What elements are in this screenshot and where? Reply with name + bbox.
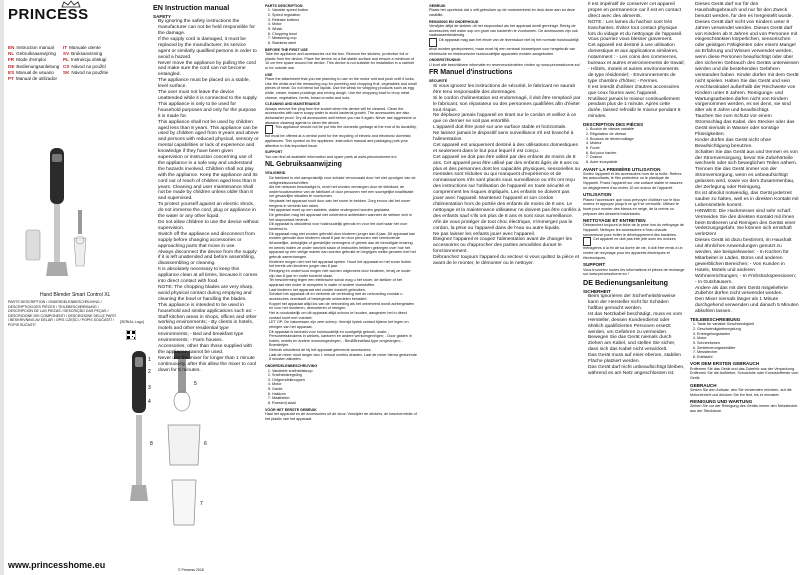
- fr-de-column: [580, 0, 688, 575]
- list-item: • Schalten Sie das Gerät aus und trennen es von der Stromversorgung, bevor Sie Zubehörteile wechseln oder sich beweglichen Teilen nähern.: [695, 150, 799, 168]
- list-item: • Kinderen mogen niet met het apparaat spelen. Houd het apparaat en het snoer buiten het bereik van kinderen jonger dan 8 jaar.: [269, 260, 417, 269]
- en-support-text: You can find all available information and spare parts at www.princesshome.eu!: [265, 154, 397, 159]
- fr-support-text: Vous trouverez toutes les informations et pièces de rechange sur www.princesshome.eu !: [583, 267, 685, 277]
- list-item: 8. Acier inoxydable: [590, 160, 685, 165]
- list-item: • Afin de vous protéger de tout choc électrique, n'immergez pas le cordon, la prise ou l'appareil dans de l'eau ou autre liquide.: [433, 220, 581, 232]
- list-item: • N'utilisez jamais le mixeur continuellement pendant plus de 1 minute. Après cette durée, laissez refroidir le mixeur pendant 5 minutes.: [588, 97, 685, 121]
- parts-description-note: PARTS DESCRIPTION / ONDERDELENBESCHRIJVING / DESCRIPTION DES PIÈCES / TEILEBESCHREIBUNG / DESCRIPCIÓN DE LAS PIEZAS / DESCRIÇÃO DAS PEÇAS / DESCRIZIONE DEI COMPONENTI / DESCRIZIONE DELLE PARTI / BESKRIVNING AV DELAR / OPIS CZĘŚCI / POPIS SOUČÁSTÍ / POPIS SÚČASTÍ: [8, 300, 117, 327]
- nl-safety-list: [265, 176, 417, 362]
- list-item: • HINWEIS: Die Hackmesser sind sehr scharf. Vermeiden Sie den direkten Kontakt mit ihnen beim Entleeren und Reinigen des Geräts einer Verletzungsgefahr. Sie können sich ernsthaft verletzen!: [695, 209, 799, 239]
- en-first-use-text: Take the appliance and accessories out the box. Remove the stickers, protective foil or plastic from the device. Place the device on a flat stable surface and ensure a minimum of 10 cm free space around the device. This device is not suitable for installation in a cabinet or for outside use.: [265, 52, 415, 71]
- de-first-use-heading: VOR DEM ERSTEN GEBRAUCH: [690, 361, 760, 367]
- nl-use-text: Plaats het opzetstuk dat u wilt gebruiken op de motoreenheid en druk deze aan tot deze vastklikt.: [429, 8, 575, 18]
- language-label: Návod na použitie: [71, 69, 109, 75]
- list-item: 6. Chopping bowl: [272, 32, 417, 37]
- nl-support-heading: ONDERSTEUNING: [429, 58, 461, 63]
- list-item: 4. Motor: [697, 336, 799, 341]
- de-parts-heading: TEILEBESCHREIBUNG: [690, 317, 741, 323]
- recycle-bin-icon: [429, 38, 437, 47]
- language-code: SK: [63, 69, 70, 75]
- list-item: • The appliance must be placed on a stable, level surface.: [158, 78, 259, 90]
- language-label: Bedienungsanleitung: [16, 63, 60, 69]
- fr-safety-heading: SÉCURITÉ: [429, 79, 448, 84]
- en-use-heading: USE: [265, 72, 273, 77]
- nl-safety-heading: VEILIGHEID: [265, 171, 286, 176]
- list-item: 1. Variable speed button: [272, 8, 417, 13]
- nl-parts-heading: ONDERDELENBESCHRIJVING: [265, 364, 318, 369]
- de-safety-heading: SICHERHEIT: [583, 288, 611, 294]
- list-item: • Het apparaat moet op een stabiele, vlakke ondergrond worden geplaatst.: [269, 208, 417, 213]
- list-item: 4. Motor: [272, 22, 417, 27]
- list-item: • Reiniging en onderhoud mogen niet worden uitgevoerd door kinderen, tenzij ze ouder zijn dan 8 jaar en onder toezicht staan.: [269, 269, 417, 278]
- list-item: • Tauchen Sie zum Schutz vor einem Stromschlag das Kabel, den Stecker oder das Gerät niemals in Wasser oder sonstige Flüssigkeiten.: [695, 114, 799, 138]
- en-support-heading: SUPPORT: [265, 150, 283, 155]
- de-safety-list-continued: [690, 2, 799, 315]
- copyright-date: © Princess 2018: [178, 568, 204, 572]
- de-title: DE Bedienungsanleitung: [583, 277, 669, 287]
- nl-support-text: U kunt alle beschikbare informatie en reserveonderdelen vinden op www.princesshome.eu!: [429, 62, 580, 67]
- list-item: • De gebruiker mag het apparaat niet onbeheerd achterlaten wanneer de stekker zich in het stopcontact bevindt.: [269, 213, 417, 222]
- list-item: 5. Schneebesen: [697, 341, 799, 346]
- language-label: Instruction manual: [16, 45, 54, 50]
- nl-title: NL Gebruiksaanwijzing: [265, 161, 342, 169]
- language-label: Instrukcja obsługi: [70, 57, 107, 63]
- list-item: • Cet appareil est uniquement destiné à des utilisations domestiques et seulement dans le but pour lequel il est conçu.: [433, 143, 581, 155]
- language-row: [8, 76, 117, 82]
- list-item: • L'appareil doit être posé sur une surface stable et horizontale.: [433, 125, 581, 131]
- list-item: • Laat de mixer nooit langer dan 1 minuut continu draaien. Laat de mixer hierna gedurende 5 minuten afkoelen.: [269, 353, 417, 362]
- list-item: • The user must not leave the device unattended while it is connected to the supply.: [158, 90, 259, 102]
- nl-env-text: Dit apparaat mag aan het einde van de levensduur niet bij het normale huishoudelijk afval worden gedeponeerd, maar moet bij een centraal inzamelpunt voor hergebruik van elektrische en elektronische huishoudelijke apparaten worden aangeboden.: [429, 38, 579, 56]
- list-item: 2. Snelheidsregeling: [272, 373, 417, 378]
- fr-use-heading: UTILISATION: [583, 192, 612, 198]
- language-code: IT: [63, 45, 68, 50]
- svg-text:4: 4: [148, 399, 151, 405]
- list-item: • Dit apparaat mag niet worden gebruikt door kinderen jonger dan 8 jaar. Dit apparaat kan worden gebruikt door kinderen vanaf 8 jaar en door personen met verminderde lichamelijke, zintuiglijke of geestelijke vermogens of gebrek aan de benodigde ervaring en kennis indien ze onder toezicht staan of instructies hebben gekregen over hoe het apparaat op een veilige manier kan worden gebruikt en begrijpen welke gevaren met het gebruik samenhangen.: [269, 232, 417, 260]
- serial-label: [SERIAL Logo]: [120, 320, 144, 324]
- language-label: Návod na použití: [71, 63, 106, 69]
- list-item: • Ter bescherming tegen een elektrische schok mag u het snoer, de stekker of het apparaat niet onder te dompelen in water of andere vloeistoffen.: [269, 278, 417, 287]
- nl-first-use-text: Haal het apparaat en de accessoires uit de doos. Verwijder de stickers, de beschermfolie of het plastic van het apparaat.: [265, 412, 417, 421]
- list-item: • Den Mixer niemals länger als 1 Minute durchgehend verwenden und danach 5 Minuten abkühlen lassen.: [695, 297, 799, 315]
- language-label: Gebruiksaanwijzing: [16, 51, 56, 57]
- brand-logo: PRINCESS: [8, 6, 89, 23]
- list-item: 3. Ontgrendelknoppen: [272, 378, 417, 383]
- list-item: • Always disconnect the device from the supply if it is left unattended and before assembling, disassembling or cleaning.: [158, 250, 259, 268]
- list-item: • Ne laissez jamais le dispositif sans surveillance s'il est branché à l'alimentation.: [433, 131, 581, 143]
- language-code: DE: [8, 63, 15, 69]
- list-item: 7. Doseur: [590, 155, 685, 160]
- en-clean-heading: CLEANING AND MAINTENANCE: [265, 102, 320, 107]
- svg-text:1: 1: [148, 357, 151, 363]
- recycle-bin-icon: [583, 237, 591, 246]
- de-use-heading: GEBRAUCH: [690, 382, 717, 388]
- fr-clean-heading: NETTOYAGE ET ENTRETIEN: [583, 218, 646, 224]
- list-item: 2. Speed regulation: [272, 13, 417, 18]
- list-item: 2. Régulateur de vitesse: [590, 132, 685, 137]
- list-item: • Koppel het apparaat altijd los van de netvoeding als het onbeheerd wordt achtergelaten en voor het monteren, demonteren of reinigen.: [269, 302, 417, 311]
- list-item: 5. Fouet: [590, 146, 685, 151]
- list-item: • Si vous ignorez les instructions de sécurité, le fabricant ne saurait être tenu responsable des dommages.: [433, 84, 581, 96]
- fr-parts-list: [583, 127, 685, 164]
- list-item: • Bewegen Sie das Gerät niemals durch Ziehen am Kabel, und stellen Sie sicher, dass sich das Kabel nicht verwickelt.: [588, 335, 685, 353]
- list-item: • By ignoring the safety instructions the manufacturer can not be held responsible for the damage.: [158, 19, 259, 37]
- en-use-text: Place the attachment that you are planning to use on the motor unit and push until it locks. Use the whisk and the measuring cup for pureeing and chopping fruit, vegetables and small pieces of meat. Do not blend hot liquids. Use the whisk for whipping products such as egg white, cream, instant puddings and mixing dough. Use the chopping bowl to chop meat, cheese, vegetables, herbs, bread crumbs and nuts.: [265, 77, 417, 100]
- cover-column: [0, 0, 117, 575]
- list-item: • Dieses Gerät darf nicht von Kindern unter 8 Jahren verwendet werden. Dieses Gerät darf von Kindern ab 8 Jahren und von Personen mit eingeschränkten körperlichen, sensorischen oder geistigen Fähigkeiten oder einem Mangel an Erfahrung und Wissen verwendet werden, wenn diese Personen beaufsichtigt oder über den sicheren Gebrauch des Geräts unterwiesen werden und die bestehenden Gefahren verstanden haben. Kinder dürfen mit dem Gerät nicht spielen. Halten Sie das Gerät und sein Anschlusskabel außerhalb der Reichweite von Kindern unter 8 Jahren. Reinigungs- und Wartungsarbeiten dürfen nicht von Kindern vorgenommen werden, es sei denn, sie sind älter als 8 Jahre und beaufsichtigt.: [695, 20, 799, 115]
- de-safety-list: [583, 294, 685, 377]
- list-item: • Trennen Sie das Gerät immer von der Stromversorgung, wenn es unbeaufsichtigt gelassen wird, sowie vor dem Zusammenbau, der Zerlegung oder Reinigung.: [695, 167, 799, 191]
- en-safety-list: [153, 19, 259, 373]
- nl-first-use-heading: VÓÓR HET EERSTE GEBRUIK: [265, 407, 317, 412]
- fr-parts-heading: DESCRIPTION DES PIÈCES: [583, 122, 644, 128]
- list-item: 5. Whisk: [272, 27, 417, 32]
- language-label: Bruksanvisning: [71, 51, 103, 57]
- list-item: • Das Gerät muss auf einer ebenen, stabilen Fläche platziert werden.: [588, 353, 685, 365]
- fr-support-heading: SUPPORT: [583, 262, 606, 268]
- list-item: 6. Hakkom: [272, 392, 417, 397]
- list-item: • Es ist absolut notwendig, das Gerät jederzeit sauber zu halten, weil es in direkten Kontakt mit Lebensmitteln kommt.: [695, 191, 799, 209]
- en-title: EN Instruction manual: [153, 3, 230, 12]
- list-item: 3. Release buttons: [272, 18, 417, 23]
- recycle-bin-icon: [265, 125, 273, 134]
- list-item: • Andere als das mit dem Gerät mitgelieferte Zubehör dürfen nicht verwendet werden.: [695, 286, 799, 298]
- fr-safety-list: [429, 84, 581, 267]
- list-item: • This appliance is only to be used for household purposes and only for the purpose it is made for.: [158, 102, 259, 120]
- list-item: • Kinder dürfen das Gerät nicht ohne Beaufsichtigung benutzen.: [695, 138, 799, 150]
- list-item: • Never use the mixer for longer than 1 minute continuously, after this allow the mixer to cool down for 5 minutes.: [158, 356, 259, 374]
- list-item: • Switch off the appliance and disconnect from supply before changing accessories or approaching parts that move in use.: [158, 232, 259, 250]
- language-code: PL: [63, 57, 69, 63]
- language-code: NL: [8, 51, 15, 57]
- list-item: • Accessories, other than those supplied with the appliance cannot be used.: [158, 344, 259, 356]
- list-item: 1. Variabele snelheidsknop: [272, 369, 417, 374]
- de-use-text: Setzen Sie den Aufsatz, den Sie verwenden möchten, auf die Motoreinheit und drücken Sie ihn fest, bis er einrastet.: [690, 387, 792, 397]
- list-item: • If the supply cord is damaged, it must be replaced by the manufacturer, its service agent or similarly qualified persons in order to avoid a hazard.: [158, 37, 259, 61]
- language-label: Manual de usuario: [16, 69, 54, 75]
- en-first-use-heading: BEFORE THE FIRST USE: [265, 47, 308, 52]
- list-item: 1. Bouton de vitesse variable: [590, 127, 685, 132]
- list-item: 7. Messbecher: [697, 350, 799, 355]
- nl-use-heading: GEBRUIK: [429, 4, 446, 8]
- fr-first-use-text: Sortez l'appareil et les accessoires hors de la boîte. Retirez les autocollants, le film protecteur ou le plastique de l'appareil. Posez l'appareil sur une surface stable et assurez un dégagement d'au moins 10 cm autour de l'appareil.: [583, 171, 683, 190]
- list-item: 4. Motor: [272, 382, 417, 387]
- en-parts-list: [265, 8, 417, 45]
- de-parts-list: [690, 322, 799, 359]
- en-clean-text: Always remove the plug from the socket when the device will be cleaned. Clean the accessories with warm soapy water to avoid bacterial growth. The accessories are also dishwasher proof. Dry all accessories well before you use it again. Never use aggressive or abrasive cleaning agents to clean the device.: [265, 106, 417, 125]
- qr-code-icon: [126, 330, 136, 340]
- product-image: [22, 140, 92, 290]
- language-code: EN: [8, 45, 15, 50]
- list-item: • Schakel het apparaat uit en verbreek de verbinding met de netvoeding voordat u accessoires verwisselt of bewegende onderdelen benadert.: [269, 292, 417, 301]
- list-item: • To protect yourself against an electric shock, do not immerse the cord, plug or appliance in the water or any other liquid.: [158, 202, 259, 220]
- language-label: Mode d'emploi: [16, 57, 46, 63]
- list-item: • Ne déplacez jamais l'appareil en tirant sur le cordon et veillez à ce que ce dernier ne soit pas entortillé.: [433, 113, 581, 125]
- list-item: • Débranchez toujours l'appareil du secteur si vous quittez la pièce et avant de le monter, le démonter ou le nettoyer.: [433, 255, 581, 267]
- list-item: 3. Boutons de déverrouillage: [590, 137, 685, 142]
- list-item: • Das Gerät darf nicht unbeaufsichtigt bleiben, während es am Netz angeschlossen ist.: [588, 365, 685, 377]
- list-item: 7. Measuring cup: [272, 36, 417, 41]
- fr-env-text: Cet appareil ne doit pas être jeté avec les ordures ménagères à la fin de sa durée de vie, il doit être remis à un centre de recyclage pour les appareils électriques et électroniques.: [583, 237, 683, 260]
- list-item: • Dit apparaat is uitsluitend voor huishoudelijk gebruik en voor het doel waar het voor bestemd is.: [269, 222, 417, 231]
- list-item: • Never move the appliance by pulling the cord and make sure the cord can not become entangled.: [158, 61, 259, 79]
- language-entry: [8, 76, 63, 82]
- list-item: 8. Roestvrij staal: [272, 401, 417, 406]
- list-item: • It is absolutely necessary to keep this appliance clean at all times, because it comes into direct contact with food.: [158, 267, 259, 285]
- list-item: • This appliance is intended to be used in household and similar applications such as: - Staff kitchen areas in shops, offices and other working environments; - By clients in hotels, motels and other residential type environments; - Bed and breakfast type environments; - Farm houses.: [158, 303, 259, 344]
- list-item: • This appliance shall not be used by children aged less than 8 years. This appliance can be used by children aged from 8 years and above and persons with reduced physical, sensory or mental capabilities or lack of experience and knowledge if they have been given supervision or instruction concerning use of the appliance in a safe way and understand the hazards involved. Children shall not play with the appliance. Keep the appliance and its cord out of reach of children aged less than 8 years. Cleaning and user maintenance shall not be made by children unless older than 8 and supervised.: [158, 120, 259, 203]
- fr-clean-text: Débranchez toujours la fiche de la prise lors du nettoyage de l'appareil. Nettoyez les accessoires à l'eau chaude savonneuse pour éviter le développement des bactéries.: [583, 223, 684, 237]
- list-item: 8. Edelstahl: [697, 355, 799, 360]
- language-list: [8, 45, 117, 82]
- language-label: Manuale utente: [69, 45, 101, 50]
- list-item: • De fabrikant is niet aansprakelijk voor schade veroorzaakt door het niet opvolgen van de veiligheidsvoorschriften.: [269, 176, 417, 185]
- en-column: [150, 0, 262, 575]
- list-item: 6. Bol pour hacher: [590, 151, 685, 156]
- en-parts-heading: PARTS DESCRIPTION: [265, 4, 303, 8]
- language-code: FR: [8, 57, 15, 63]
- fr-environment-text: [583, 237, 685, 260]
- list-item: 5. Garde: [272, 387, 417, 392]
- en-safety-heading: SAFETY: [153, 14, 172, 19]
- list-item: • NOTE : Les lames du hachoir sont très tranchantes. Évitez tout contact physique lors du vidage et du nettoyage de l'appareil. Vous pourriez vous blesser gravement.: [588, 20, 685, 44]
- list-item: 1. Taste für variable Geschwindigkeit: [697, 322, 799, 327]
- list-item: 8. Stainless steel: [272, 41, 417, 46]
- svg-text:7: 7: [200, 501, 203, 507]
- svg-text:5: 5: [194, 381, 197, 387]
- list-item: • Ne pas laisser les enfants jouer avec l'appareil.: [433, 232, 581, 238]
- list-item: • Gebruik uitsluitend de bij het apparaat geleverde accessoires.: [269, 348, 417, 353]
- list-item: 2. Geschwindigkeitsregelung: [697, 327, 799, 332]
- product-name: Hand Blender Smart Control XL: [40, 292, 111, 298]
- language-code: CS: [63, 63, 70, 69]
- svg-text:2: 2: [148, 369, 151, 375]
- de-column: [687, 0, 802, 575]
- fr-first-use-heading: AVANT LA PREMIÈRE UTILISATION: [583, 166, 661, 172]
- language-code: PT: [8, 76, 14, 82]
- list-item: • Il est interdit d'utiliser d'autres accessoires que ceux fournis avec l'appareil.: [588, 85, 685, 97]
- fr-title: FR Manuel d'instructions: [429, 69, 513, 77]
- de-first-use-text: Entfernen Sie das Gerät und das Zubehör aus der Verpackung. Entfernen Sie die Aufkleber, Schutzfolie oder Kunststoffreste vom Gerät.: [690, 366, 799, 380]
- language-entry: [63, 76, 117, 82]
- list-item: • Dit apparaat is bedoeld voor huishoudelijk en soortgelijk gebruik, zoals: - Personeelskeukens in winkels, kantoren en andere werkomgevingen; - Door gasten in hotels, motels en andere woonomgevingen; - Bed&Breakfast-type omgevingen; - Boerderijen.: [269, 330, 417, 349]
- list-item: • Si le cordon d'alimentation est endommagé, il doit être remplacé par le fabricant, son réparateur ou des personnes qualifiées afin d'éviter tout risque.: [433, 96, 581, 114]
- language-code: ES: [8, 69, 15, 75]
- list-item: • Cet appareil ne doit pas être utilisé par des enfants de moins de 8 ans. Cet appareil peut être utilisé par des enfants âgés de 8 ans ou plus et des personnes dont les capacités physiques, sensorielles ou mentales sont réduites ou qui manquent d'expérience et de connaissances s'ils sont placés sous surveillance ou s'ils ont reçu des instructions sur l'utilisation de l'appareil en toute sécurité et comprennent les risques impliqués. Les enfants ne doivent pas jouer avec l'appareil. Maintenez l'appareil et son cordon d'alimentation hors de portée des enfants de moins de 8 ans. Le nettoyage et la maintenance utilisateur ne doivent pas être confiés à des enfants sauf s'ils ont plus de 8 ans et sont sous surveillance.: [433, 155, 581, 220]
- list-item: 4. Moteur: [590, 141, 685, 146]
- en-environment-text: [265, 125, 417, 148]
- nl-parts-list: [265, 369, 417, 406]
- language-label: Manual de utilizador: [15, 76, 57, 82]
- list-item: • Ist das Netzkabel beschädigt, muss es vom Hersteller, dessen Kundendienst oder ähnlich qualifizierten Personen ersetzt werden, um Gefahren zu vermeiden.: [588, 312, 685, 336]
- de-clean-text: Ziehen Sie vor der Reinigung des Geräts immer den Netzstecker aus der Steckdose.: [690, 404, 798, 414]
- list-item: • LET OP: De hakmessen zijn zeer scherp. Vermijd fysiek contact tijdens het legen en reinigen van het apparaat.: [269, 320, 417, 329]
- language-code: SV: [63, 51, 70, 57]
- list-item: • Als het netsnoer beschadigd is, moet het worden vervangen door de fabrikant, de onderhoudsmonteur van de fabrikant of door personen met een soortgelijke kwalificatie om gevaarlijke situaties te voorkomen.: [269, 185, 417, 199]
- de-clean-heading: REINIGUNG UND WARTUNG: [690, 399, 753, 405]
- list-item: • Dieses Gerät darf nur für den Haushaltsgebrauch und nur für den Zweck benutzt werden, für den es hergestellt wurde.: [695, 2, 799, 20]
- nl-environment-text: [429, 38, 581, 56]
- nl-fr-column: [426, 0, 584, 575]
- list-item: • Laat kinderen het apparaat niet zonder toezicht gebruiken.: [269, 288, 417, 293]
- en-nl-column: [262, 0, 420, 575]
- list-item: 7. Maatbeker: [272, 396, 417, 401]
- en-env-text: This appliance should not be put into the domestic garbage at the end of its durability, but must be offered at a central point for the recycling of electric and electronic domestic appliances. This symbol on the appliance, instruction manual and packaging puts your attention to this important issue.: [265, 125, 417, 148]
- nl-clean-text: Verwijder altijd de stekker uit het stopcontact als het apparaat wordt gereinigd. Reinig de accessoires met warm sop om groei van bacteriën te voorkomen. De accessoires zijn ook vaatwasserbestendig.: [429, 24, 578, 38]
- list-item: • Do not allow children to use the device without supervision.: [158, 220, 259, 232]
- svg-text:6: 6: [204, 441, 207, 447]
- svg-text:8: 8: [150, 441, 153, 447]
- fr-use-text: Placez l'accessoire que vous prévoyez d'utiliser sur le bloc moteur et appuyez jusqu'à ce qu'il se verrouille. Utilisez le fouet pour monter des blancs en neige, de la crème ou préparer des desserts instantanés.: [583, 197, 681, 216]
- website-url[interactable]: www.princesshome.eu: [8, 560, 106, 570]
- list-item: • NOTE: The chopping blades are very sharp, avoid physical contact during emptying and cleaning the bowl or handling the blades.: [158, 285, 259, 303]
- list-item: • Beim Ignorieren der Sicherheitshinweise kann der Hersteller nicht für Schäden haftbar gemacht werden.: [588, 294, 685, 312]
- list-item: 3. Entriegelungstasten: [697, 332, 799, 337]
- list-item: • Verplaats het apparaat nooit door aan het snoer te trekken. Zorg ervoor dat het snoer nergens in verstrikt kan raken.: [269, 199, 417, 208]
- list-item: • Cet appareil est destiné à une utilisation domestique et aux applications similaires, notamment : - Les coins des commerces, bureaux et autres environnements de travail; - Hôtels, motels et autres environnements de type résidentiel; - Environnements de type chambre d'hôtes; - Fermes.: [588, 43, 685, 84]
- list-item: • Het is noodzakelijk om dit apparaat altijd schoon te houden, aangezien het in direct contact komt met voedsel.: [269, 311, 417, 320]
- fr-safety-list-continued: [583, 2, 685, 120]
- list-item: • Éteignez l'appareil et coupez l'alimentation avant de changer les accessoires ou d'approcher des parties amovibles durant le fonctionnement.: [433, 237, 581, 255]
- list-item: 6. Zerkleinerungsbehälter: [697, 346, 799, 351]
- crown-icon: [60, 0, 82, 8]
- svg-text:3: 3: [148, 385, 151, 391]
- list-item: • Dieses Gerät ist dazu bestimmt, im Haushalt und ähnlichen Anwendungen genutzt zu werden, wie beispielsweise: - In Küchen für Mitarbeiter in Läden, Büros und anderen gewerblichen Bereichen; - Von Kunden in Hotels, Motels und anderen Wohneinrichtungen; - In Frühstückspensionen; - In Gutshäusern.: [695, 238, 799, 285]
- list-item: • Il est impératif de conserver cet appareil propre en permanence car il est en contact direct avec des aliments.: [588, 2, 685, 20]
- nl-clean-heading: REINIGING EN ONDERHOUD: [429, 19, 479, 24]
